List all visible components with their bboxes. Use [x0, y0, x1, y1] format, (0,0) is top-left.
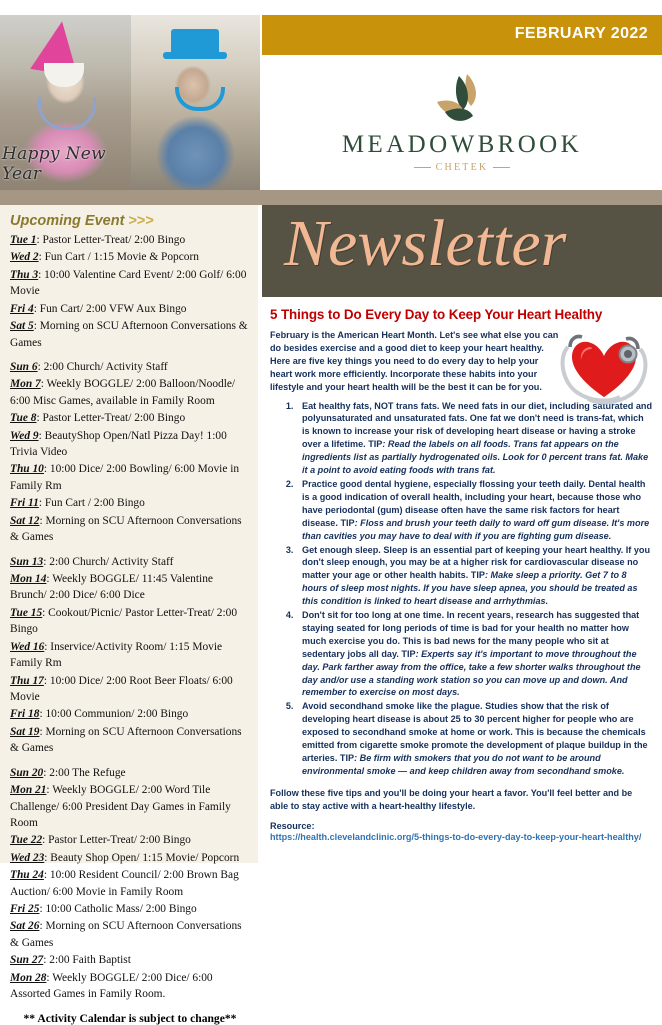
event-detail: : Beauty Shop Open/ 1:15 Movie/ Popcorn: [44, 851, 240, 864]
main-content: [262, 205, 662, 863]
event-item: [10, 850, 252, 866]
event-day: Tue 15: [10, 606, 43, 619]
tip-body: Sleep is an essential part of keeping your heart healthy. If you don't sleep enough, you may be at a higher risk for cardiovascular disease no matter your age or other health habits.: [302, 544, 651, 581]
tip-lead: Avoid secondhand smoke like the plague.: [302, 701, 483, 712]
tip-body: In recent years, research has suggested that staying seated for long periods of time is bad for your health no matter how much exercise you do. This is bad news for the many people who sit at sedentary jobs all day.: [302, 610, 640, 659]
calendar-disclaimer: ** Activity Calendar is subject to change**: [23, 1011, 237, 1025]
event-item: [10, 428, 252, 461]
brand-logo-block: [262, 55, 662, 190]
event-detail: : Cookout/Picnic/ Pastor Letter-Treat/ 2:00 Bingo: [10, 606, 238, 636]
event-detail: : 10:00 Resident Council/ 2:00 Brown Bag Auction/ 6:00 Movie in Family Room: [10, 869, 239, 898]
event-detail: : Pastor Letter-Treat/ 2:00 Bingo: [36, 412, 186, 425]
resource-link[interactable]: https://health.clevelandclinic.org/5-things-to-do-every-day-to-keep-your-heart-healthy/: [270, 831, 642, 842]
article: [262, 297, 662, 842]
intro-paragraph: February is the American Heart Month. Let's see what else you can do besides exercise and a good diet to keep your heart healthy. Here are five key things you need to do every day to help your heart work more efficiently. Incorporate these habits into your lifestyle and your heart health will be the best it can be for you.: [270, 330, 559, 392]
tip-item: [296, 544, 652, 609]
event-detail: : 2:00 Faith Baptist: [43, 954, 131, 967]
event-day: Sun 6: [10, 360, 38, 373]
event-detail: : Weekly BOGGLE/ 2:00 Dice/ 6:00 Assorted Games in Family Room.: [10, 971, 213, 1001]
event-day: Sat 26: [10, 920, 40, 933]
event-item: [10, 706, 252, 722]
event-day: Fri 18: [10, 708, 40, 721]
event-detail: : BeautyShop Open/Natl Pizza Day! 1:00 Trivia Video: [10, 429, 227, 459]
party-hat-brim-icon: [163, 52, 227, 59]
event-item: [10, 495, 252, 511]
event-day: Fri 25: [10, 903, 40, 916]
event-item: [10, 782, 252, 831]
event-detail: : Inservice/Activity Room/ 1:15 Movie Family Rm: [10, 640, 223, 670]
event-item: [10, 970, 252, 1003]
event-day: Sun 20: [10, 766, 44, 779]
event-detail: : 2:00 Church/ Activity Staff: [37, 360, 168, 373]
resident-photo-right: [131, 15, 260, 190]
leaf-logo-icon: [433, 72, 491, 128]
event-detail: : 2:00 The Refuge: [43, 766, 126, 779]
event-day: Sat 12: [10, 514, 40, 527]
issue-date-bar: [262, 15, 662, 55]
event-item: [10, 605, 252, 638]
event-day: Thu 24: [10, 869, 44, 882]
brand-location: CHETEK: [435, 162, 489, 173]
event-item: [10, 318, 252, 351]
event-detail: : 10:00 Dice/ 2:00 Bowling/ 6:00 Movie in Family Rm: [10, 463, 240, 492]
event-item: [10, 410, 252, 426]
event-day: Wed 9: [10, 429, 39, 442]
event-item: [10, 673, 252, 706]
event-day: Wed 2: [10, 251, 39, 264]
event-day: Mon 21: [10, 784, 47, 797]
masthead-title: Newsletter: [284, 207, 567, 280]
newsletter-header: [0, 0, 662, 190]
event-item: [10, 249, 252, 265]
tip-body: Studies show that the risk of developing heart disease is about 25 to 30 percent higher for people who are exposed to secondhand smoke at home or work. This is because the chemicals emitted from cigarette smoke promote the development of plaque buildup in the arteries.: [302, 701, 648, 763]
event-item: [10, 832, 252, 848]
tip-item: [296, 609, 652, 699]
event-item: [10, 376, 252, 409]
intro-block: [270, 329, 652, 394]
event-item: [10, 359, 252, 375]
event-item: [10, 952, 252, 968]
event-detail: : Fun Cart / 1:15 Movie & Popcorn: [38, 251, 199, 264]
event-day: Thu 17: [10, 674, 44, 687]
event-day: Mon 28: [10, 971, 47, 984]
heart-stethoscope-icon: [556, 327, 652, 413]
tip-label: TIP: [368, 439, 383, 450]
event-item: [10, 232, 252, 248]
event-day: Mon 7: [10, 378, 41, 391]
event-group-spacer: [8, 352, 252, 359]
tip-lead: Practice good dental hygiene, especially flossing your teeth daily.: [302, 478, 586, 489]
closing-paragraph: Follow these five tips and you'll be doing your heart a favor. You'll feel better and be able to stay active with a heart-healthy lifestyle.: [270, 787, 633, 811]
sidebar-title-arrows: >>>: [128, 213, 154, 229]
newsletter-masthead-band: [262, 205, 662, 297]
tip-body: We need fats in our diet, including saturated and polyunsaturated and unsaturated fats. One fat we don't need is trans-fat, which is known to increase your risk of developing heart disease or having a stroke over a lifetime.: [302, 400, 653, 450]
tip-item: [296, 478, 652, 543]
tips-list: [270, 400, 652, 778]
event-detail: : Weekly BOGGLE/ 2:00 Balloon/Noodle/ 6:00 Misc Games, available in Family Room: [10, 378, 236, 407]
event-day: Sat 5: [10, 320, 34, 333]
tip-label: TIP: [340, 517, 355, 528]
tip-advice: : Experts say it's important to move throughout the day. Park farther away from the office, take a few shorter walks throughout the day and/or use a standing work station so you can move up and down. And remember to exercise on most days.: [302, 648, 641, 698]
event-detail: : Pastor Letter-Treat/ 2:00 Bingo: [36, 234, 186, 246]
resident-photo-left: [0, 15, 131, 190]
event-day: Thu 3: [10, 268, 39, 281]
event-detail: : Morning on SCU Afternoon Conversations & Games: [10, 920, 242, 949]
event-day: Fri 11: [10, 497, 39, 510]
article-title: 5 Things to Do Every Day to Keep Your Heart Healthy: [270, 307, 603, 322]
event-item: [10, 301, 252, 317]
event-day: Sun 27: [10, 954, 44, 967]
event-day: Mon 14: [10, 573, 47, 586]
event-day: Wed 16: [10, 640, 45, 653]
event-item: [10, 918, 252, 951]
event-item: [10, 461, 252, 494]
tip-advice: : Read the labels on all foods. Trans fat appears on the ingredients list as partially hydrogenated oils. Look for 0 percent trans fat. Make it a point to avoid eating foods with trans fat.: [302, 439, 649, 476]
event-item: [10, 571, 252, 604]
event-item: [10, 639, 252, 672]
tip-label: TIP: [470, 570, 485, 581]
event-day: Fri 4: [10, 302, 34, 315]
dash-left-icon: [414, 167, 431, 169]
event-item: [10, 554, 252, 570]
event-day: Sun 13: [10, 555, 44, 568]
event-detail: : 10:00 Communion/ 2:00 Bingo: [39, 708, 189, 721]
event-item: [10, 867, 252, 900]
event-day: Tue 1: [10, 234, 37, 246]
event-item: [10, 724, 252, 757]
event-detail: : Fun Cart/ 2:00 VFW Aux Bingo: [33, 302, 187, 315]
tip-label: TIP: [401, 648, 416, 659]
event-day: Thu 10: [10, 463, 44, 476]
event-detail: : Morning on SCU Afternoon Conversations & Games: [10, 725, 242, 755]
event-detail: : Weekly BOGGLE/ 2:00 Word Tile Challenge/ 6:00 President Day Games in Family Room: [10, 784, 231, 829]
dash-right-icon: [493, 167, 510, 169]
blue-necklace-icon: [175, 87, 225, 111]
upcoming-events-sidebar: [0, 205, 258, 1025]
event-day: Tue 22: [10, 834, 43, 847]
event-item: [10, 765, 252, 781]
event-detail: : Morning on SCU Afternoon Conversations & Games: [10, 320, 248, 349]
event-detail: : 10:00 Catholic Mass/ 2:00 Bingo: [39, 903, 197, 916]
bead-necklace-icon: [38, 97, 96, 130]
happy-new-year-caption: Happy New Year: [2, 144, 106, 184]
event-detail: : 10:00 Dice/ 2:00 Root Beer Floats/ 6:00 Movie: [10, 674, 233, 703]
event-item: [10, 513, 252, 546]
tip-lead: Get enough sleep.: [302, 544, 381, 555]
event-detail: : 10:00 Valentine Card Event/ 2:00 Golf/ 6:00 Movie: [10, 268, 247, 298]
header-photo-strip: [0, 15, 260, 190]
events-list: [8, 232, 252, 1003]
tip-advice: : Be firm with smokers that you do not want to be around environmental smoke — and keep children away from secondhand smoke.: [302, 753, 625, 776]
issue-date: FEBRUARY 2022: [514, 25, 648, 42]
brand-name: MEADOWBROOK: [341, 131, 583, 158]
tip-item: [296, 700, 652, 777]
event-day: Sat 19: [10, 725, 40, 738]
event-detail: : Pastor Letter-Treat/ 2:00 Bingo: [42, 834, 191, 847]
event-day: Tue 8: [10, 412, 37, 425]
brand-location-row: [414, 162, 511, 173]
event-day: Wed 23: [10, 851, 45, 864]
tip-advice: : Make sleep a priority. Get 7 to 8 hours of sleep most nights. If you have sleep apnea, you should be treated as this condition is linked to heart disease and arrhythmias.: [302, 570, 638, 607]
tip-lead: Eat healthy fats, NOT trans fats.: [302, 400, 440, 411]
event-detail: : Fun Cart / 2:00 Bingo: [38, 497, 145, 510]
event-group-spacer: [8, 547, 252, 554]
sidebar-title: [10, 213, 252, 229]
tip-advice: : Floss and brush your teeth daily to ward off gum disease. It's more than cavities you may have to deal with if you are fighting gum disease.: [302, 517, 650, 541]
event-item: [10, 267, 252, 300]
event-detail: : Morning on SCU Afternoon Conversations & Games: [10, 514, 242, 544]
tip-label: TIP: [339, 753, 355, 763]
face-mask-icon: [44, 63, 84, 87]
tip-lead: Don't sit for too long at one time.: [302, 610, 445, 621]
divider-band: [0, 190, 662, 205]
sidebar-title-text: Upcoming Event: [10, 213, 125, 229]
resource-label: Resource:: [270, 820, 315, 831]
event-group-spacer: [8, 758, 252, 765]
event-detail: : 2:00 Church/ Activity Staff: [43, 555, 174, 568]
event-detail: : Weekly BOGGLE/ 11:45 Valentine Brunch/ 2:00 Dice/ 6:00 Dice: [10, 573, 213, 602]
event-item: [10, 901, 252, 917]
tip-body: Dental health is a good indication of overall health, including your heart, because those who have periodontal (gum) disease often have the same risk factors for heart disease.: [302, 478, 646, 528]
